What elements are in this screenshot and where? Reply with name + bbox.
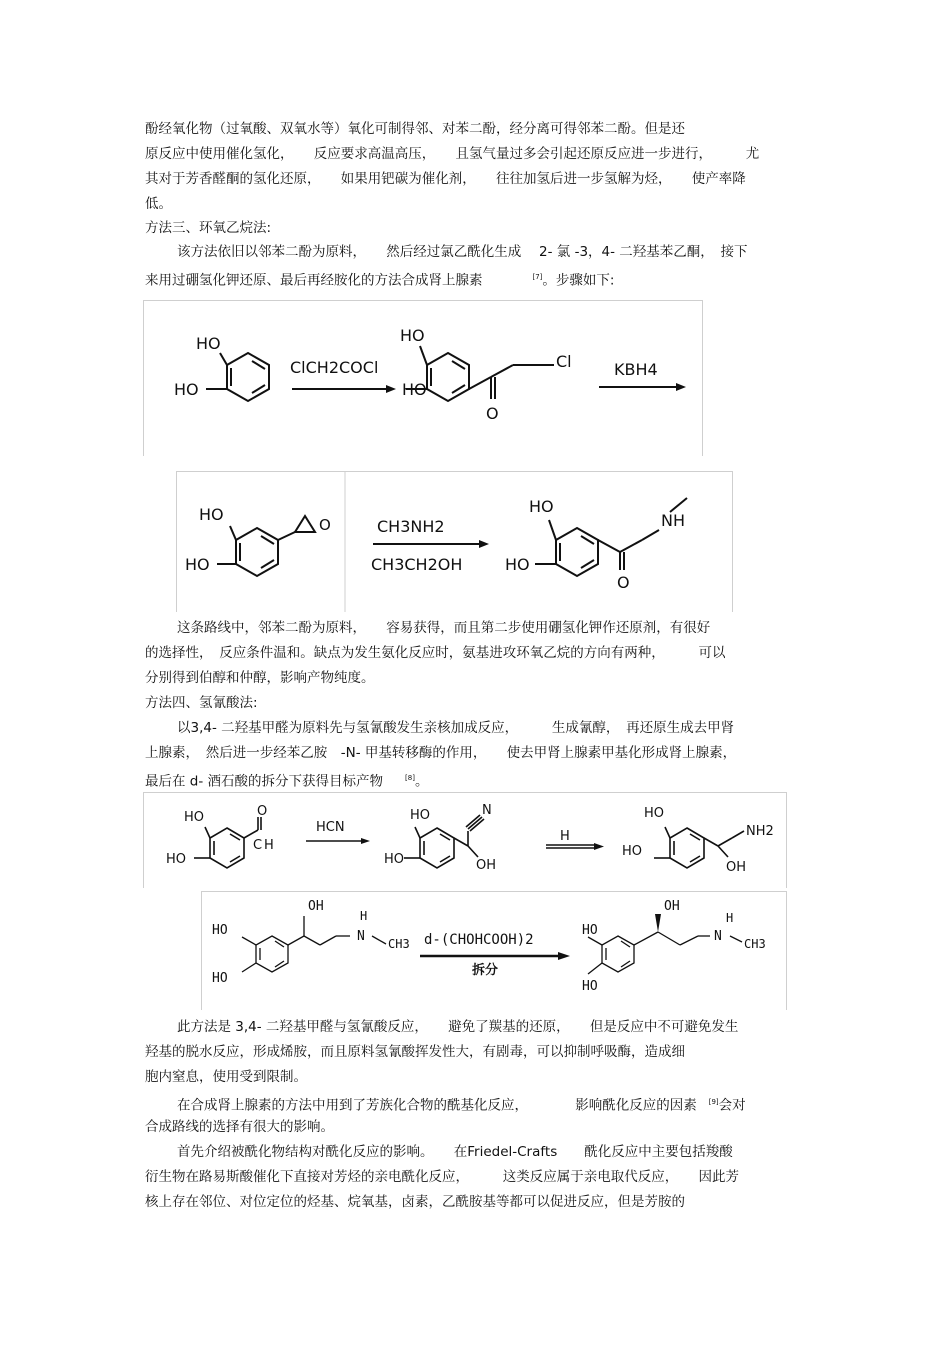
reagent-label: ClCH2COCl [290, 358, 379, 377]
label-nh2: NH2 [746, 824, 774, 839]
label-oh: OH [664, 899, 680, 914]
section-title-method4: 方法四、氢氰酸法: [145, 695, 258, 711]
reagent-label: 拆分 [472, 963, 499, 978]
text-line: 低。 [145, 196, 172, 212]
text-line: 核上存在邻位、对位定位的烃基、烷氧基，卤素，乙酰胺基等都可以促进反应，但是芳胺的 [145, 1194, 685, 1210]
citation: [8] [405, 774, 415, 782]
reaction-scheme-1 [143, 300, 703, 456]
text-line: 该方法依旧以邻苯二酚为原料， 然后经过氯乙酰化生成 2- 氯 -3，4- 二羟基苯乙酮， 接下 [177, 244, 748, 260]
label-ho: HO [199, 505, 224, 524]
text-line: 胞内窒息，使用受到限制。 [145, 1069, 307, 1085]
section-title-method3: 方法三、环氧乙烷法: [145, 220, 272, 236]
label-o: O [257, 804, 268, 819]
label-ho: HO [212, 923, 228, 938]
label-ho: HO [582, 979, 598, 994]
label-ch3: CH3 [388, 937, 410, 951]
label-ch3: CH3 [744, 937, 766, 951]
label-h: H [360, 909, 368, 923]
reaction-scheme-4 [201, 891, 787, 1010]
reagent-label: H [560, 829, 570, 844]
text-line: 原反应中使用催化氢化， 反应要求高温高压， 且氢气量过多会引起还原反应进一步进行， 尤 [145, 146, 760, 162]
label-o: O [617, 573, 630, 592]
reagent-label: KBH4 [614, 360, 658, 379]
label-cl: Cl [556, 352, 572, 371]
text-line: 分别得到伯醇和仲醇，影响产物纯度。 [145, 670, 375, 686]
label-ho: HO [166, 852, 187, 867]
reagent-label: d-(CHOHCOOH)2 [424, 932, 534, 948]
text-line: 的选择性， 反应条件温和。缺点为发生氨化反应时，氨基进攻环氧乙烷的方向有两种， 可以 [145, 645, 726, 661]
label-o: O [486, 404, 499, 423]
text-line: 合成路线的选择有很大的影响。 [145, 1119, 334, 1135]
label-h: H [726, 911, 734, 925]
label-ho: HO [185, 555, 210, 574]
label-oh: OH [726, 860, 747, 875]
text-line: 首先介绍被酰化物结构对酰化反应的影响。 在Friedel-Crafts 酰化反应中主要包括羧酸 [177, 1144, 733, 1160]
label-n: N [482, 803, 492, 818]
text-line: 此方法是 3,4- 二羟基甲醛与氢氰酸反应， 避免了羰基的还原， 但是反应中不可避免发生 [177, 1019, 739, 1035]
label-ho: HO [582, 923, 598, 938]
label-nh: NH [661, 511, 685, 530]
label-ho: HO [644, 806, 665, 821]
reaction-scheme-2 [176, 471, 733, 612]
label-ho: HO [400, 326, 425, 345]
label-ho: HO [505, 555, 530, 574]
label-ho: HO [529, 497, 554, 516]
citation: [7] [532, 273, 543, 281]
reagent-label: CH3NH2 [377, 517, 445, 536]
label-ho: HO [402, 380, 427, 399]
label-oh: OH [476, 858, 497, 873]
text-line: 羟基的脱水反应，形成烯胺，而且原料氢氰酸挥发性大，有剧毒，可以抑制呼吸酶，造成细 [145, 1044, 685, 1060]
text-line: 来用过硼氢化钾还原、最后再经胺化的方法合成肾上腺素 [7]。步骤如下: [145, 272, 615, 289]
label-ho: HO [196, 334, 221, 353]
label-n: N [357, 929, 365, 944]
label-o: O [319, 516, 331, 534]
label-ho: HO [184, 810, 205, 825]
label-ho: HO [622, 844, 643, 859]
label-c: C [253, 838, 263, 853]
reagent-label: CH3CH2OH [371, 555, 463, 574]
text-line: 其对于芳香醛酮的氢化还原， 如果用钯碳为催化剂， 往往加氢后进一步氢解为烃， 使产率降 [145, 171, 746, 187]
text-line: 以3,4- 二羟基甲醛为原料先与氢氰酸发生亲核加成反应， 生成氰醇， 再还原生成去甲肾 [177, 720, 735, 736]
label-n: N [714, 929, 722, 944]
text-line: 酚经氧化物（过氧酸、双氧水等）氧化可制得邻、对苯二酚，经分离可得邻苯二酚。但是还 [145, 121, 685, 137]
text-line: 衍生物在路易斯酸催化下直接对芳烃的亲电酰化反应， 这类反应属于亲电取代反应， 因此芳 [145, 1169, 739, 1185]
citation: [9] [708, 1098, 719, 1106]
label-ho: HO [212, 971, 228, 986]
label-ho: HO [410, 808, 431, 823]
label-oh: OH [308, 899, 324, 914]
reaction-scheme-3 [143, 792, 787, 888]
label-ho: HO [384, 852, 405, 867]
text-line: 在合成肾上腺素的方法中用到了芳族化合物的酰基化反应， 影响酰化反应的因素 [9]会对 [177, 1097, 746, 1114]
label-h: H [264, 838, 274, 853]
text-line: 最后在 d- 酒石酸的拆分下获得目标产物 [8]。 [145, 773, 429, 790]
text-line: 上腺素， 然后进一步经苯乙胺 -N- 甲基转移酶的作用， 使去甲肾上腺素甲基化形成肾上腺素， [145, 745, 737, 761]
label-ho: HO [174, 380, 199, 399]
reagent-label: HCN [316, 820, 345, 835]
text-line: 这条路线中，邻苯二酚为原料， 容易获得，而且第二步使用硼氢化钾作还原剂，有很好 [177, 620, 711, 636]
